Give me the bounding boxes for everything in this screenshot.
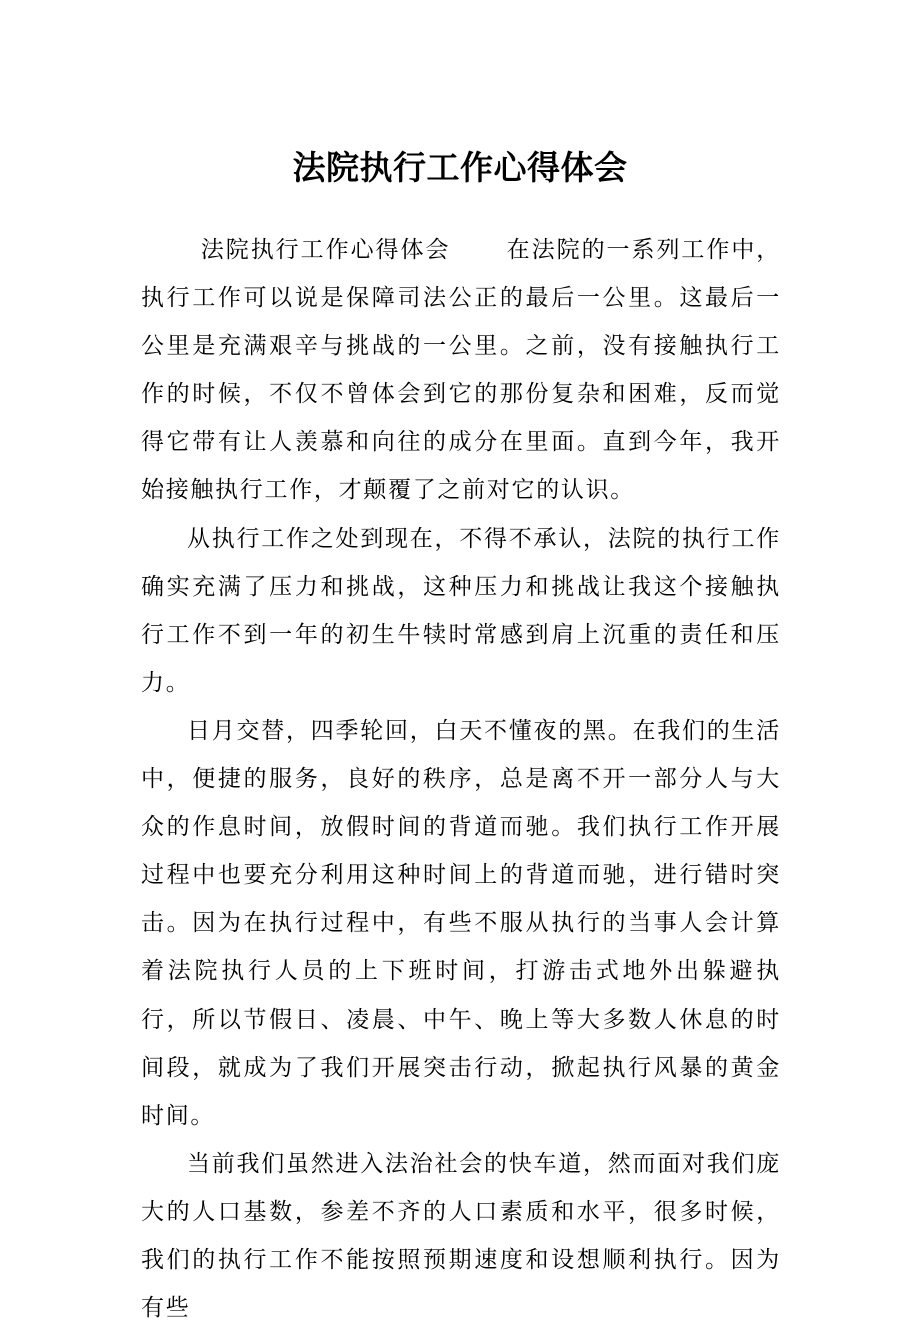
paragraph-1-text: 在法院的一系列工作中，执行工作可以说是保障司法公正的最后一公里。这最后一公里是充满艰辛与挑战的一公里。之前，没有接触执行工作的时候，不仅不曾体会到它的那份复杂和困难，反而觉得它带有让人羡慕和向往的成分在里面。直到今年，我开始接触执行工作，才颠覆了之前对它的认识。: [141, 237, 782, 504]
intro-heading: 法院执行工作心得体会: [200, 237, 451, 263]
paragraph-2: 从执行工作之处到现在，不得不承认，法院的执行工作确实充满了压力和挑战，这种压力和挑战让我这个接触执行工作不到一年的初生牛犊时常感到肩上沉重的责任和压力。: [141, 525, 781, 696]
paragraph-3: 日月交替，四季轮回，白天不懂夜的黑。在我们的生活中，便捷的服务，良好的秩序，总是离不开一部分人与大众的作息时间，放假时间的背道而驰。我们执行工作开展过程中也要充分利用这种时间上的背道而驰，进行错时突击。因为在执行过程中，有些不服从执行的当事人会计算着法院执行人员的上下班时间，打游击式地外出躲避执行，所以节假日、凌晨、中午、晚上等大多数人休息的时间段，就成为了我们开展突击行动，掀起执行风暴的黄金时间。: [141, 717, 781, 1129]
paragraph-1: [141, 226, 781, 515]
paragraph-4: 当前我们虽然进入法治社会的快车道，然而面对我们庞大的人口基数，参差不齐的人口素质和水平，很多时候，我们的执行工作不能按照预期速度和设想顺利执行。因为有些: [141, 1150, 781, 1322]
document-body: [141, 226, 781, 1332]
document-title: 法院执行工作心得体会: [292, 148, 628, 187]
